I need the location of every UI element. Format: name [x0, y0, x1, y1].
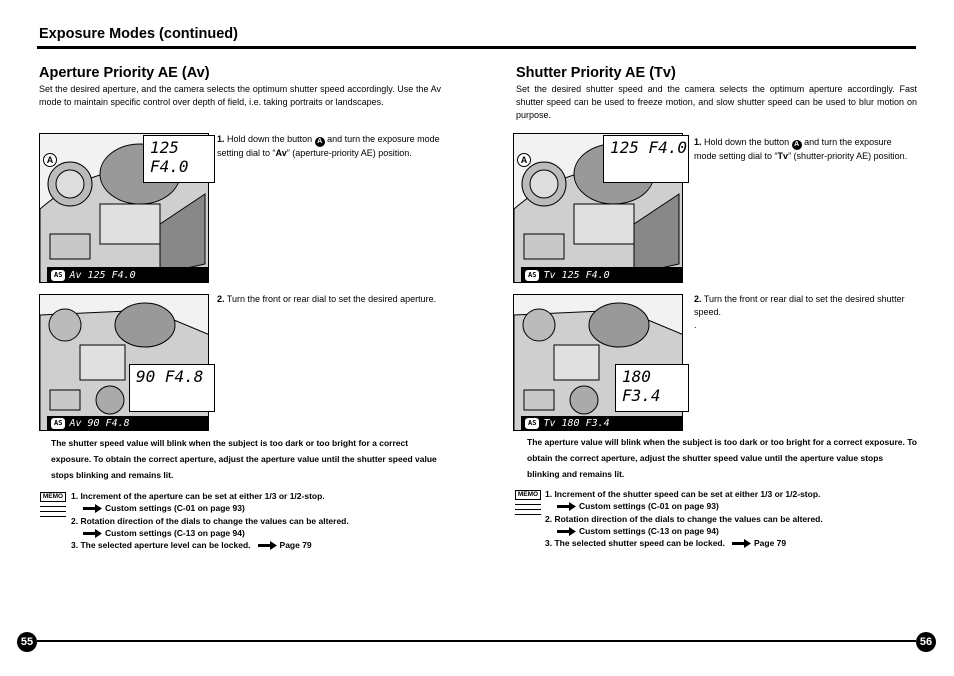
arrow-right-icon: [83, 529, 102, 538]
lcd-panel: [129, 364, 215, 412]
right-memo-list: [545, 488, 917, 549]
left-section-title: Aperture Priority AE (Av): [39, 65, 210, 81]
viewfinder-readout: Tv 125 F4.0: [543, 269, 610, 281]
figure-label-a: A: [517, 153, 531, 167]
memo-ref-3: Page 79: [279, 540, 312, 551]
right-section-title: Shutter Priority AE (Tv): [516, 65, 676, 81]
lcd-panel: [143, 135, 215, 183]
viewfinder-bar: [521, 267, 683, 283]
as-badge: AS: [51, 418, 65, 429]
left-figure-2: [39, 294, 215, 431]
figure-label-a: A: [43, 153, 57, 167]
memo-icon: MEMO: [40, 492, 66, 522]
memo-ref-1: Custom settings (C-01 on page 93): [579, 501, 719, 512]
left-step-1: 1. Hold down the button A and turn the exposure mode setting dial to “Av” (aperture-priority AE) position.: [217, 134, 440, 158]
button-a-icon: A: [792, 140, 802, 150]
as-badge: AS: [525, 270, 539, 281]
lcd-panel: [615, 364, 689, 412]
arrow-right-icon: [83, 504, 102, 513]
arrow-right-icon: [258, 541, 277, 550]
top-divider: [37, 46, 916, 49]
lcd-readout: 180 F3.4: [622, 367, 661, 405]
memo-item-2: 2. Rotation direction of the dials to change the values can be altered.: [545, 513, 823, 524]
memo-ref-1: Custom settings (C-01 on page 93): [105, 503, 245, 514]
left-memo-list: [71, 490, 441, 551]
memo-item-1: 1. Increment of the aperture can be set at either 1/3 or 1/2-stop.: [71, 491, 325, 501]
as-badge: AS: [51, 270, 65, 281]
memo-item-2: 2. Rotation direction of the dials to change the values can be altered.: [71, 515, 349, 526]
right-section-intro: Set the desired shutter speed and the camera selects the optimum aperture accordingly. Fast shutter speed can be used to freeze motion, and slow shutter speed can be used to blur motion on purpose.: [516, 84, 917, 120]
lcd-readout: 125 F4.0: [150, 138, 189, 176]
lcd-readout: 125 F4.0: [610, 138, 688, 157]
left-figure-1: [39, 133, 215, 283]
memo-item-3: 3. The selected aperture level can be locked.: [71, 540, 251, 551]
arrow-right-icon: [732, 539, 751, 548]
viewfinder-readout: Tv 180 F3.4: [543, 418, 610, 429]
viewfinder-readout: Av 125 F4.0: [69, 269, 136, 281]
viewfinder-bar: [521, 416, 683, 431]
right-note: The aperture value will blink when the subject is too dark or too bright for a correct exposure. To obtain the correct aperture, adjust the shutter speed value until the aperture value stops blinking and remains lit.: [527, 437, 917, 479]
right-figure-1: [513, 133, 689, 283]
arrow-right-icon: [557, 502, 576, 511]
page-number-left: 55: [17, 632, 37, 652]
memo-ref-3: Page 79: [753, 538, 787, 549]
arrow-right-icon: [557, 527, 576, 536]
left-step-2: 2. Turn the front or rear dial to set the desired aperture.: [217, 294, 437, 304]
viewfinder-bar: [47, 267, 209, 283]
memo-item-3: 3. The selected shutter speed can be locked.: [545, 538, 725, 549]
as-badge: AS: [525, 418, 539, 429]
memo-item-1: 1. Increment of the shutter speed can be set at either 1/3 or 1/2-stop.: [545, 489, 821, 499]
left-note: The shutter speed value will blink when the subject is too dark or too bright for a correct exposure. To obtain the correct aperture, adjust the aperture value until the shutter speed value stops blinking and remains lit.: [51, 438, 437, 480]
right-figure-2: [513, 294, 689, 431]
page-number-right: 56: [916, 632, 936, 652]
lcd-panel: [603, 135, 689, 183]
memo-ref-2: Custom settings (C-13 on page 94): [579, 525, 719, 536]
header-title: Exposure Modes (continued): [39, 26, 238, 42]
lcd-readout: 90 F4.8: [136, 367, 204, 386]
memo-icon: MEMO: [515, 490, 541, 520]
viewfinder-readout: Av 90 F4.8: [69, 418, 130, 429]
bottom-divider: [37, 640, 916, 642]
right-step-2: 2. Turn the front or rear dial to set the desired shutter speed. .: [694, 294, 905, 330]
right-step-1: 1. Hold down the button A and turn the exposure mode setting dial to “Tv” (shutter-priority AE) position.: [694, 137, 908, 161]
viewfinder-bar: [47, 416, 209, 431]
left-section-intro: Set the desired aperture, and the camera selects the optimum shutter speed accordingly. Use the Av mode to maintain specific control over depth of field, i.e. taking portraits or landscapes.: [39, 84, 441, 107]
button-a-icon: A: [315, 137, 325, 147]
memo-ref-2: Custom settings (C-13 on page 94): [105, 527, 245, 538]
